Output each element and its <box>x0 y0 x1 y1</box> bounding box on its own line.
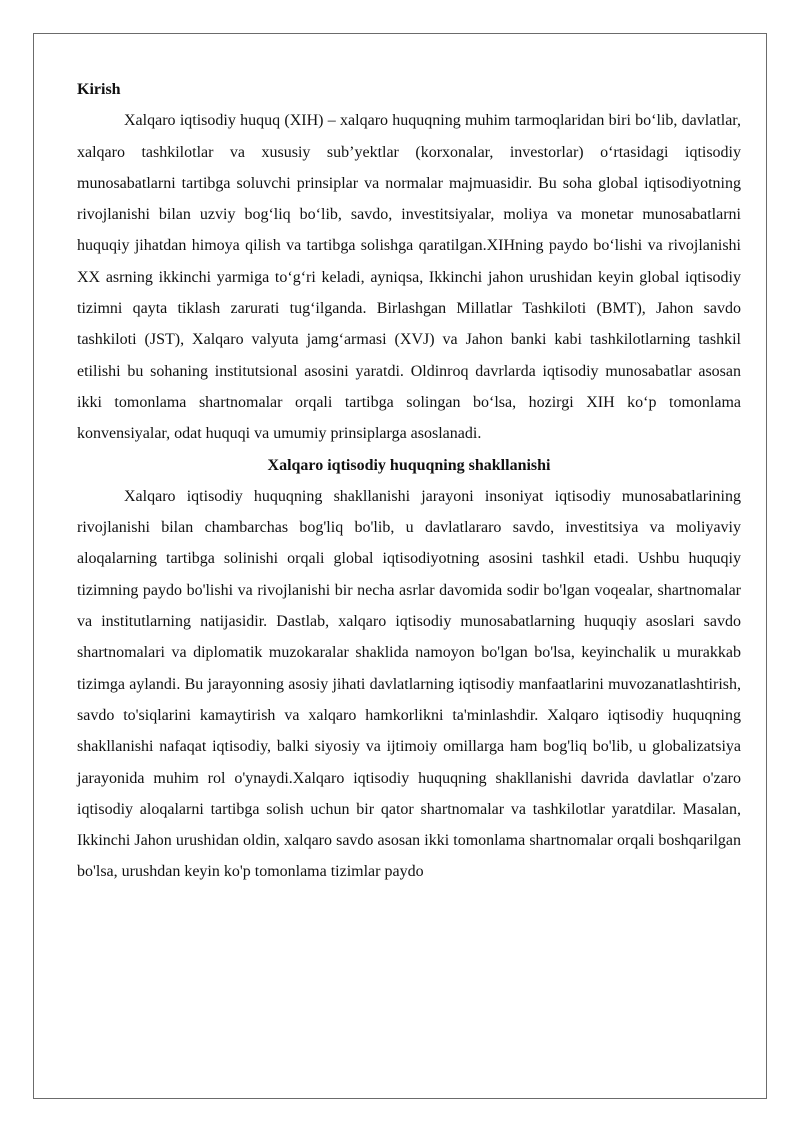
section-paragraph: Xalqaro iqtisodiy huquqning shakllanishi jarayoni insoniyat iqtisodiy munosabatlarining rivojlanishi bilan chambarchas bog'liq bo'lib, u davlatlararo savdo, investitsiya va moliyaviy aloqalarning tartibga solinishi orqali global iqtisodiyotning asosini tashkil etadi. Ushbu huquqiy tizimning paydo bo'lishi va rivojlanishi bir necha asrlar davomida sodir bo'lgan voqealar, shartnomalar va institutlarning natijasidir. Dastlab, xalqaro iqtisodiy munosabatlarning huquqiy asoslari savdo shartnomalari va diplomatik muzokaralar shaklida namoyon bo'lgan bo'lsa, keyinchalik u murakkab tizimga aylandi. Bu jarayonning asosiy jihati davlatlarning iqtisodiy manfaatlarini muvozanatlashtirish, savdo to'siqlarini kamaytirish va xalqaro hamkorlikni ta'minlashdir. Xalqaro iqtisodiy huquqning shakllanishi nafaqat iqtisodiy, balki siyosiy va ijtimoiy omillarga ham bog'liq bo'lib, u globalizatsiya jarayonida muhim rol o'ynaydi.Xalqaro iqtisodiy huquqning shakllanishi davrida davlatlar o'zaro iqtisodiy aloqalarni tartibga solish uchun bir qator shartnomalar va tashkilotlar yaratdilar. Masalan, Ikkinchi Jahon urushidan oldin, xalqaro savdo asosan ikki tomonlama shartnomalar orqali boshqarilgan bo'lsa, urushdan keyin ko'p tomonlama tizimlar paydo <box>77 487 741 881</box>
intro-heading: Kirish <box>77 81 121 98</box>
intro-paragraph: Xalqaro iqtisodiy huquq (XIH) – xalqaro huquqning muhim tarmoqlaridan biri boʻlib, davlatlar, xalqaro tashkilotlar va xususiy sub’yektlar (korxonalar, investorlar) oʻrtasidagi iqtisodiy munosabatlarni tartibga soluvchi prinsiplar va normalar majmuasidir. Bu soha global iqtisodiyotning rivojlanishi bilan uzviy bogʻliq boʻlib, savdo, investitsiyalar, moliya va monetar munosabatlarni huquqiy jihatdan himoya qilish va tartibga solishga qaratilgan.XIHning paydo boʻlishi va rivojlanishi XX asrning ikkinchi yarmiga toʻgʻri keladi, ayniqsa, Ikkinchi jahon urushidan keyin global iqtisodiy tizimni qayta tiklash zarurati tugʻilganda. Birlashgan Millatlar Tashkiloti (BMT), Jahon savdo tashkiloti (JST), Xalqaro valyuta jamgʻarmasi (XVJ) va Jahon banki kabi tashkilotlarning tashkil etilishi bu sohaning institutsional asosini yaratdi. Oldinroq davrlarda iqtisodiy munosabatlar asosan ikki tomonlama shartnomalar orqali tartibga solingan boʻlsa, hozirgi XIH koʻp tomonlama konvensiyalar, odat huquqi va umumiy prinsiplarga asoslanadi. <box>77 112 741 443</box>
section-heading: Xalqaro iqtisodiy huquqning shakllanishi <box>267 456 551 474</box>
document-body <box>77 74 741 888</box>
